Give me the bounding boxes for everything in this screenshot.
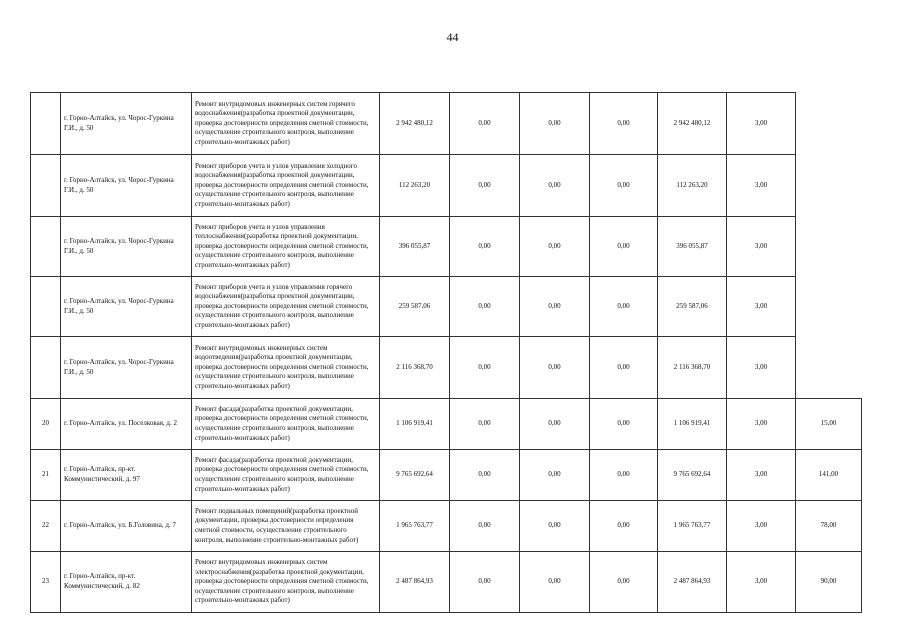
amount-cell: 90,00 xyxy=(796,552,862,613)
amount-cell: 0,00 xyxy=(450,450,520,501)
total-cost-cell: 9 765 692,64 xyxy=(380,450,450,501)
work-description-cell: Ремонт приборов учета и узлов управления теплоснабжения(разработка проектной документации, проверка достоверности определения сметной стоимости, осуществление строительного контроля, выполнение строительно-монтажных работ) xyxy=(192,217,380,277)
address-cell: г. Горно-Алтайск, пр-кт. Коммунистический, д. 82 xyxy=(61,552,192,613)
row-number: 20 xyxy=(31,399,61,450)
amount-cell: 1 965 763,77 xyxy=(658,501,727,552)
work-description-cell: Ремонт фасада(разработка проектной документации, проверка достоверности определения сметной стоимости, осуществление строительного контроля, выполнение строительно-монтажных работ) xyxy=(192,399,380,450)
amount-cell: 0,00 xyxy=(590,501,658,552)
amount-cell: 0,00 xyxy=(520,217,590,277)
total-cost-cell: 259 587,06 xyxy=(380,277,450,337)
table-row xyxy=(31,277,862,337)
address-cell: г. Горно-Алтайск, ул. Поселковая, д. 2 xyxy=(61,399,192,450)
amount-cell: 0,00 xyxy=(520,501,590,552)
work-description-cell: Ремонт внутридомовых инженерных систем электроснабжения(разработка проектной документации, проверка достоверности определения сметной стоимости, осуществление строительного контроля, выполнение строительно-монтажных работ) xyxy=(192,552,380,613)
work-description-cell: Ремонт фасада(разработка проектной документации, проверка достоверности определения сметной стоимости, осуществление строительного контроля, выполнение строительно-монтажных работ) xyxy=(192,450,380,501)
amount-cell: 0,00 xyxy=(590,399,658,450)
amount-cell: 78,00 xyxy=(796,501,862,552)
row-number xyxy=(31,155,61,217)
table-row xyxy=(31,337,862,399)
amount-cell: 0,00 xyxy=(450,552,520,613)
amount-cell: 15,00 xyxy=(796,399,862,450)
amount-cell: 112 263,20 xyxy=(658,155,727,217)
table-row xyxy=(31,155,862,217)
address-cell: г. Горно-Алтайск, ул. Б.Головина, д. 7 xyxy=(61,501,192,552)
table-row xyxy=(31,450,862,501)
amount-cell: 2 487 864,93 xyxy=(658,552,727,613)
address-cell: г. Горно-Алтайск, ул. Чорос-Гуркина Г.И., д. 50 xyxy=(61,277,192,337)
amount-cell: 3,00 xyxy=(727,155,796,217)
amount-cell: 0,00 xyxy=(450,399,520,450)
amount-cell: 0,00 xyxy=(450,501,520,552)
total-cost-cell: 1 965 763,77 xyxy=(380,501,450,552)
amount-cell: 0,00 xyxy=(520,337,590,399)
amount-cell: 0,00 xyxy=(590,217,658,277)
amount-cell: 0,00 xyxy=(520,450,590,501)
amount-cell: 0,00 xyxy=(520,155,590,217)
amount-cell: 0,00 xyxy=(450,93,520,155)
amount-cell: 0,00 xyxy=(590,450,658,501)
row-number xyxy=(31,93,61,155)
amount-cell: 0,00 xyxy=(520,552,590,613)
amount-cell xyxy=(796,93,862,155)
amount-cell: 0,00 xyxy=(590,552,658,613)
page-number: 44 xyxy=(446,30,459,44)
amount-cell: 3,00 xyxy=(727,217,796,277)
amount-cell: 0,00 xyxy=(590,93,658,155)
amount-cell: 2 116 368,70 xyxy=(658,337,727,399)
row-number xyxy=(31,217,61,277)
total-cost-cell: 2 116 368,70 xyxy=(380,337,450,399)
amount-cell: 0,00 xyxy=(520,399,590,450)
total-cost-cell: 2 487 864,93 xyxy=(380,552,450,613)
amount-cell: 1 106 919,41 xyxy=(658,399,727,450)
amount-cell xyxy=(796,217,862,277)
amount-cell xyxy=(796,337,862,399)
total-cost-cell: 1 106 919,41 xyxy=(380,399,450,450)
row-number: 22 xyxy=(31,501,61,552)
work-description-cell: Ремонт внутридомовых инженерных систем водоотведения(разработка проектной документации, проверка достоверности определения сметной стоимости, осуществление строительного контроля, выполнение строительно-монтажных работ) xyxy=(192,337,380,399)
amount-cell: 396 055,87 xyxy=(658,217,727,277)
amount-cell: 3,00 xyxy=(727,501,796,552)
row-number xyxy=(31,337,61,399)
amount-cell xyxy=(796,277,862,337)
works-table xyxy=(30,92,862,613)
address-cell: г. Горно-Алтайск, ул. Чорос-Гуркина Г.И., д. 50 xyxy=(61,155,192,217)
amount-cell: 0,00 xyxy=(450,217,520,277)
table-row xyxy=(31,501,862,552)
address-cell: г. Горно-Алтайск, пр-кт. Коммунистический, д. 97 xyxy=(61,450,192,501)
amount-cell: 0,00 xyxy=(590,277,658,337)
amount-cell: 3,00 xyxy=(727,337,796,399)
table-row xyxy=(31,399,862,450)
address-cell: г. Горно-Алтайск, ул. Чорос-Гуркина Г.И., д. 50 xyxy=(61,217,192,277)
table-row xyxy=(31,93,862,155)
amount-cell: 141,00 xyxy=(796,450,862,501)
amount-cell: 3,00 xyxy=(727,450,796,501)
work-description-cell: Ремонт приборов учета и узлов управления холодного водоснабжения(разработка проектной документации, проверка достоверности определения сметной стоимости, осуществление строительного контроля, выполнение строительно-монтажных работ) xyxy=(192,155,380,217)
amount-cell: 0,00 xyxy=(450,155,520,217)
work-description-cell: Ремонт внутридомовых инженерных систем горячего водоснабжения(разработка проектной документации, проверка достоверности определения сметной стоимости, осуществление строительного контроля, выполнение строительно-монтажных работ) xyxy=(192,93,380,155)
table-row xyxy=(31,552,862,613)
address-cell: г. Горно-Алтайск, ул. Чорос-Гуркина Г.И., д. 50 xyxy=(61,93,192,155)
amount-cell: 0,00 xyxy=(450,337,520,399)
row-number: 21 xyxy=(31,450,61,501)
row-number xyxy=(31,277,61,337)
amount-cell: 3,00 xyxy=(727,552,796,613)
amount-cell: 0,00 xyxy=(450,277,520,337)
amount-cell: 9 765 692,64 xyxy=(658,450,727,501)
amount-cell: 3,00 xyxy=(727,93,796,155)
amount-cell: 2 942 480,12 xyxy=(658,93,727,155)
amount-cell: 3,00 xyxy=(727,277,796,337)
amount-cell: 259 587,06 xyxy=(658,277,727,337)
address-cell: г. Горно-Алтайск, ул. Чорос-Гуркина Г.И., д. 50 xyxy=(61,337,192,399)
work-description-cell: Ремонт подвальных помещений(разработка проектной документации, проверка достоверности определения сметной стоимости, осуществление строительного контроля, выполнение строительно-монтажных работ) xyxy=(192,501,380,552)
amount-cell: 0,00 xyxy=(520,277,590,337)
amount-cell: 3,00 xyxy=(727,399,796,450)
amount-cell: 0,00 xyxy=(520,93,590,155)
total-cost-cell: 2 942 480,12 xyxy=(380,93,450,155)
table-row xyxy=(31,217,862,277)
amount-cell: 0,00 xyxy=(590,155,658,217)
total-cost-cell: 396 055,87 xyxy=(380,217,450,277)
work-description-cell: Ремонт приборов учета и узлов управления горячего водоснабжения(разработка проектной документации, проверка достоверности определения сметной стоимости, осуществление строительного контроля, выполнение строительно-монтажных работ) xyxy=(192,277,380,337)
amount-cell: 0,00 xyxy=(590,337,658,399)
amount-cell xyxy=(796,155,862,217)
row-number: 23 xyxy=(31,552,61,613)
total-cost-cell: 112 263,20 xyxy=(380,155,450,217)
